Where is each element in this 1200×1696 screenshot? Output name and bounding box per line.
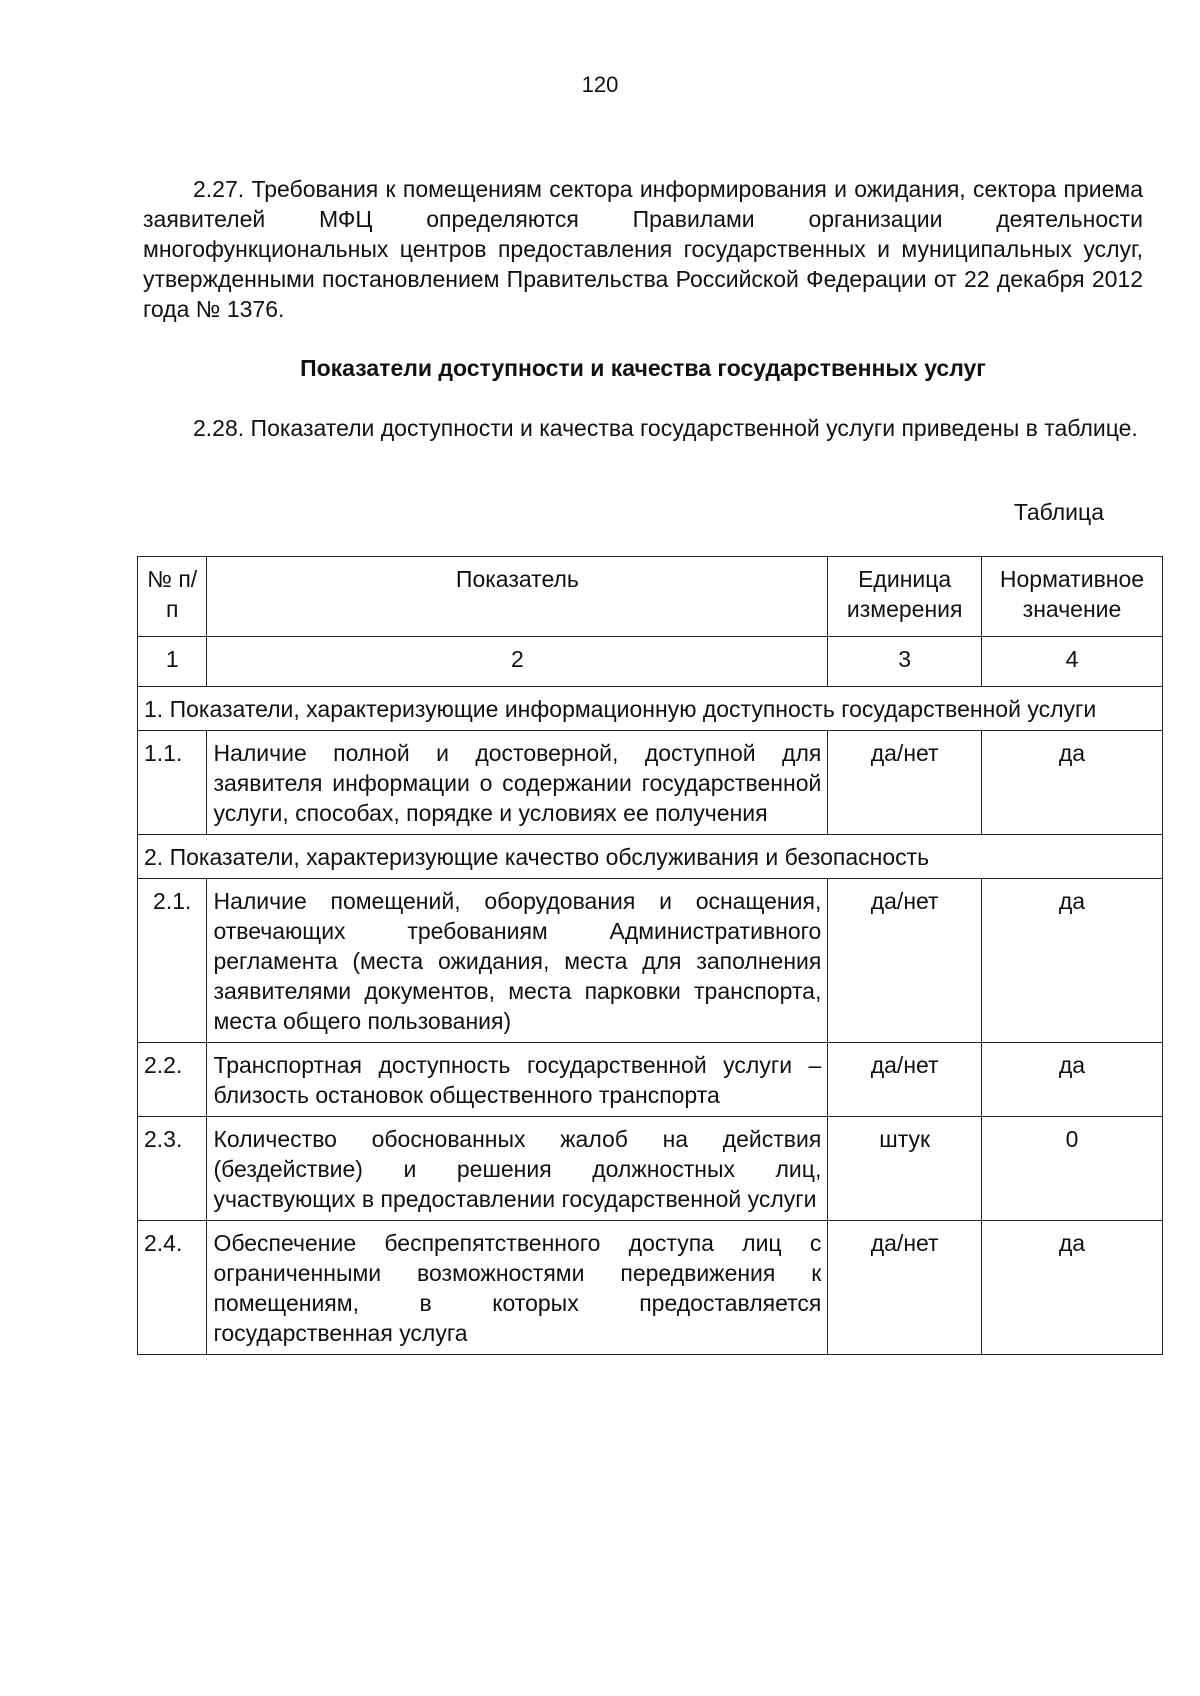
row-norm: да: [981, 731, 1162, 835]
table-caption: Таблица: [1013, 499, 1104, 525]
row-indicator: Транспортная доступность государственной услуги – близость остановок общественного транспорта: [207, 1043, 828, 1117]
column-index-cell: 4: [981, 637, 1162, 687]
header-unit: Единица измерения: [828, 557, 982, 637]
group-1-title: 1. Показатели, характеризующие информационную доступность государственной услуги: [138, 687, 1163, 731]
row-indicator: Наличие помещений, оборудования и оснащения, отвечающих требованиям Административного регламента (места ожидания, места для заполнения заявителями документов, места парковки транспорта, места общего пользования): [207, 879, 828, 1043]
row-num: 2.4.: [138, 1221, 207, 1355]
table-row: [138, 731, 1163, 835]
table-header-row: [138, 557, 1163, 637]
row-num: 2.2.: [138, 1043, 207, 1117]
row-indicator: Наличие полной и достоверной, доступной для заявителя информации о содержании государственной услуги, способах, порядке и условиях ее получения: [207, 731, 828, 835]
row-unit: да/нет: [828, 879, 982, 1043]
group-row: [138, 687, 1163, 731]
group-row: [138, 835, 1163, 879]
header-num: № п/п: [138, 557, 207, 637]
row-unit: да/нет: [828, 1221, 982, 1355]
row-num: 1.1.: [138, 731, 207, 835]
row-indicator: Обеспечение беспрепятственного доступа лиц с ограниченными возможностями передвижения к помещениям, в которых предоставляется государственная услуга: [207, 1221, 828, 1355]
table-row: [138, 1221, 1163, 1355]
table-row: [138, 1043, 1163, 1117]
row-unit: да/нет: [828, 731, 982, 835]
row-unit: штук: [828, 1117, 982, 1221]
column-index-row: [138, 637, 1163, 687]
row-indicator: Количество обоснованных жалоб на действия (бездействие) и решения должностных лиц, участвующих в предоставлении государственной услуги: [207, 1117, 828, 1221]
section-heading: Показатели доступности и качества государственных услуг: [300, 355, 986, 381]
row-unit: да/нет: [828, 1043, 982, 1117]
row-norm: да: [981, 879, 1162, 1043]
column-index-cell: 3: [828, 637, 982, 687]
paragraph-2-27: 2.27. Требования к помещениям сектора информирования и ожидания, сектора приема заявителей МФЦ определяются Правилами организации деятельности многофункциональных центров предоставления государственных и муниципальных услуг, утвержденными постановлением Правительства Российской Федерации от 22 декабря 2012 года № 1376.: [143, 176, 1143, 322]
row-norm: 0: [981, 1117, 1162, 1221]
column-index-cell: 1: [138, 637, 207, 687]
column-index-cell: 2: [207, 637, 828, 687]
paragraph-2-28: 2.28. Показатели доступности и качества государственной услуги приведены в таблице.: [193, 415, 1138, 441]
header-norm: Нормативное значение: [981, 557, 1162, 637]
table-row: [138, 1117, 1163, 1221]
indicators-table: [137, 556, 1163, 1355]
row-num: 2.1.: [138, 879, 207, 1043]
header-indicator: Показатель: [207, 557, 828, 637]
page-number: 120: [581, 72, 619, 97]
group-2-title: 2. Показатели, характеризующие качество обслуживания и безопасность: [138, 835, 1163, 879]
row-num: 2.3.: [138, 1117, 207, 1221]
table-row: [138, 879, 1163, 1043]
row-norm: да: [981, 1221, 1162, 1355]
row-norm: да: [981, 1043, 1162, 1117]
